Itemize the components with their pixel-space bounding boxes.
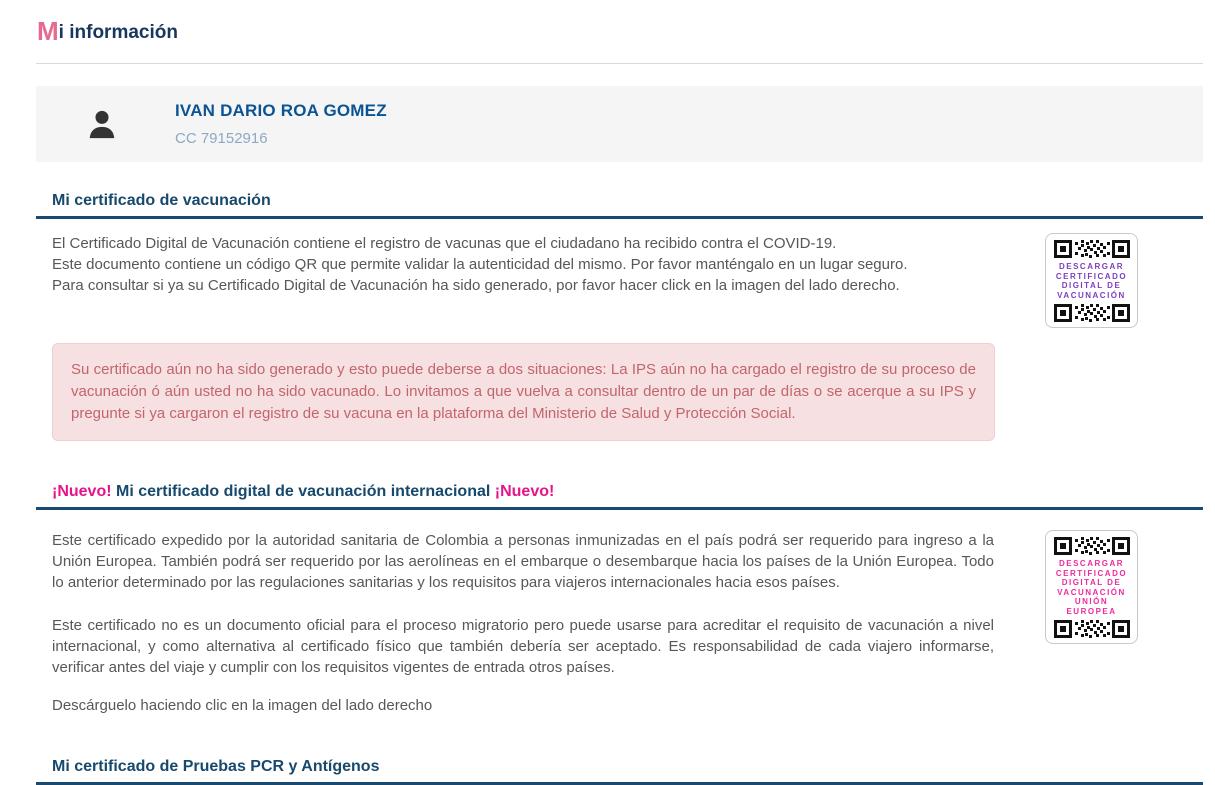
qr-code-top <box>1053 537 1131 555</box>
section-vacunacion-body <box>36 233 1203 328</box>
section-title-internacional <box>36 483 1203 510</box>
new-badge: ¡Nuevo! <box>494 483 555 500</box>
internacional-paragraph-2: Este certificado no es un documento oficial para el proceso migratorio pero puede usarse para acreditar el requisito de vacunación a nivel internacional, y como alternativa al certificado físico que también debería ser aceptado. Es responsabilidad de cada viajero informarse, verificar antes del viaje y cumplir con los requisitos vigentes de entrada otros países. <box>52 617 994 676</box>
section-title-internacional-text: Mi certificado digital de vacunación internacional <box>111 483 495 500</box>
certificate-not-generated-alert: Su certificado aún no ha sido generado y esto puede deberse a dos situaciones: La IPS aún no ha cargado el registro de su proceso de vacunación ó aún usted no ha sido vacunado. Lo invitamos a que vuelva a consultar dentro de un par de días o se acerque a su IPS y pregunte si ya cargaron el registro de su vacuna en la plataforma del Ministerio de Salud y Protección Social. <box>52 343 995 441</box>
profile-document-id: CC 79152916 <box>175 130 268 147</box>
qr-code-top <box>1053 240 1131 258</box>
title-divider <box>36 63 1203 64</box>
download-hint: Descárguelo haciendo clic en la imagen del lado derecho <box>52 697 433 714</box>
profile-band <box>36 86 1203 162</box>
new-badge: ¡Nuevo! <box>52 483 112 500</box>
section-title-pcr: Mi certificado de Pruebas PCR y Antígenos <box>36 758 1203 785</box>
download-eu-certificate-qr-button[interactable] <box>1045 530 1138 644</box>
vacunacion-text-line: Este documento contiene un código QR que permite validar la autenticidad del mismo. Por favor manténgalo en un lugar seguro. <box>52 256 908 273</box>
section-title-vacunacion: Mi certificado de vacunación <box>36 192 1203 219</box>
qr-code-bottom <box>1053 620 1131 638</box>
vacunacion-text-line: Para consultar si ya su Certificado Digital de Vacunación ha sido generado, por favor hacer click en la imagen del lado derecho. <box>52 277 900 294</box>
download-certificate-qr-button[interactable] <box>1045 233 1138 328</box>
page-title-rest: i información <box>58 22 178 43</box>
qr-badge-label: DESCARGAR CERTIFICADO DIGITAL DE VACUNACIÓN UNIÓN EUROPEA <box>1055 559 1128 616</box>
section-internacional-body <box>36 530 1203 716</box>
qr-code-bottom <box>1053 304 1131 322</box>
mi-informacion-page <box>0 16 1215 775</box>
internacional-paragraph-1: Este certificado expedido por la autoridad sanitaria de Colombia a personas inmunizadas en el país podrá ser requerido para ingreso a la Unión Europea. También podrá ser requerido por las aerolíneas en el embarque o desembarque hacia los países de la Unión Europea. Todo lo anterior determinado por las regulaciones sanitarias y los requisitos para viajeros internacionales hacia esos países. <box>52 532 994 591</box>
person-icon <box>85 107 119 141</box>
page-title-initial: M <box>37 16 59 46</box>
qr-badge-label: DESCARGAR CERTIFICADO DIGITAL DE VACUNACIÓN <box>1055 262 1128 300</box>
profile-name: IVAN DARIO ROA GOMEZ <box>175 101 387 120</box>
page-title <box>37 18 1203 46</box>
vacunacion-text-line: El Certificado Digital de Vacunación contiene el registro de vacunas que el ciudadano ha recibido contra el COVID-19. <box>52 235 837 252</box>
